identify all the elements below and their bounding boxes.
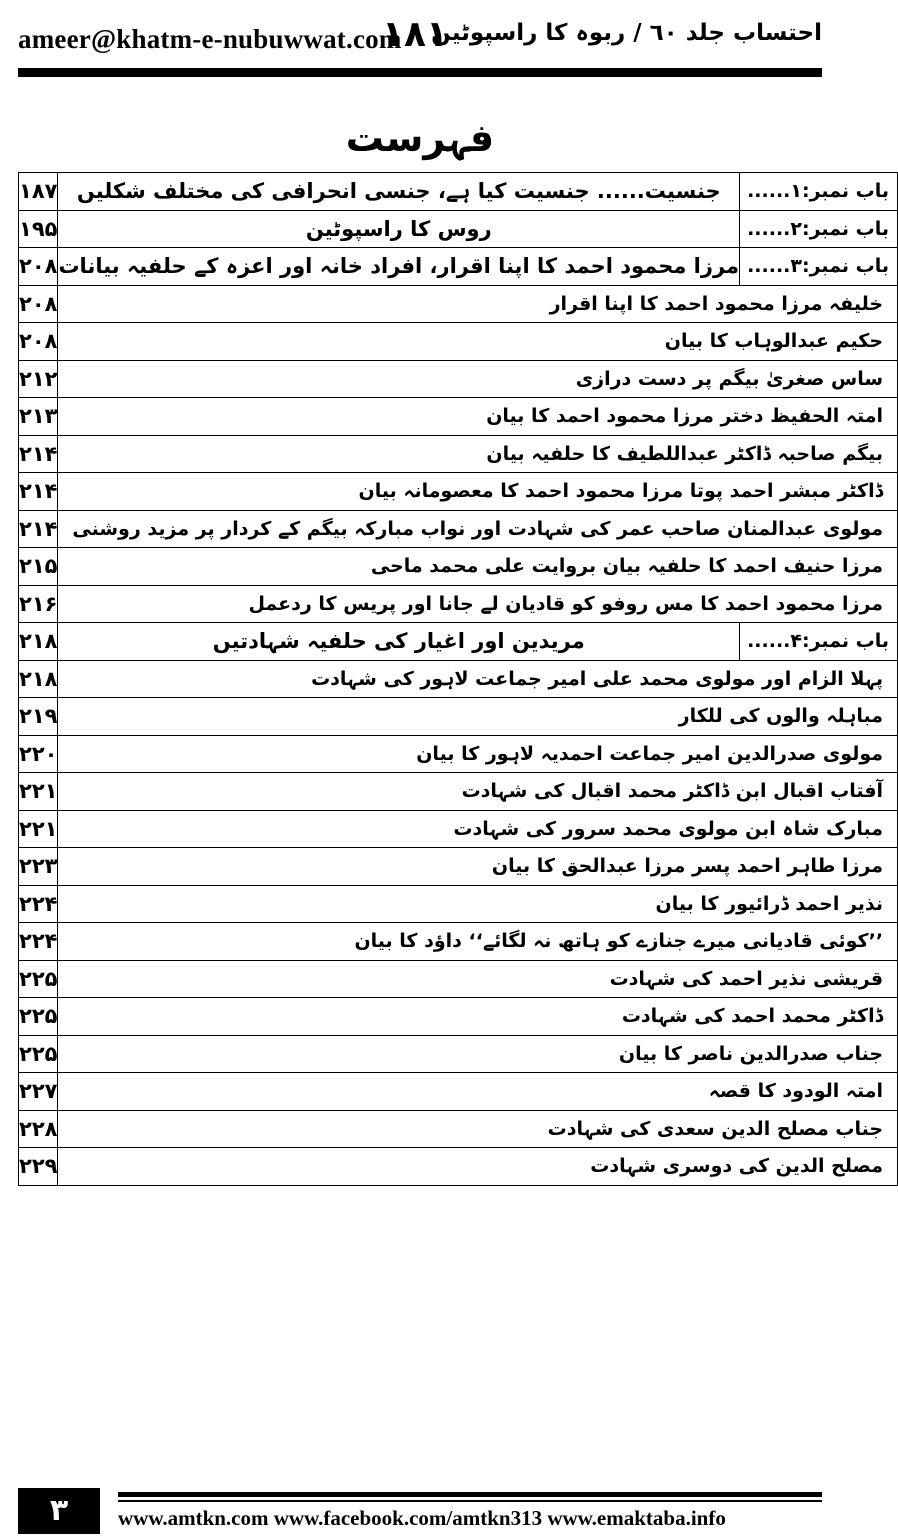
entry-title: بیگم صاحبہ ڈاکٹر عبداللطیف کا حلفیہ بیان bbox=[58, 435, 898, 473]
page-number-cell: ۲۱۹ bbox=[19, 698, 58, 736]
entry-title: جناب مصلح الدین سعدی کی شہادت bbox=[58, 1110, 898, 1148]
toc-row bbox=[19, 1148, 898, 1186]
chapter-cell bbox=[58, 248, 898, 286]
toc-row bbox=[19, 735, 898, 773]
page-number-cell: ۲۱۵ bbox=[19, 548, 58, 586]
chapter-label: باب نمبر:۱...... bbox=[739, 173, 897, 210]
entry-title: قریشی نذیر احمد کی شہادت bbox=[58, 960, 898, 998]
header-email: ameer@khatm-e-nubuwwat.com bbox=[18, 24, 402, 54]
entry-title: ڈاکٹر محمد احمد کی شہادت bbox=[58, 998, 898, 1036]
toc-row bbox=[19, 660, 898, 698]
chapter-row bbox=[19, 173, 898, 211]
entry-title: مصلح الدین کی دوسری شہادت bbox=[58, 1148, 898, 1186]
chapter-row bbox=[19, 248, 898, 286]
footer-rule-thin bbox=[118, 1500, 822, 1502]
toc-row bbox=[19, 360, 898, 398]
page-number-cell: ۱۸۷ bbox=[19, 173, 58, 211]
page-number-cell: ۲۲۵ bbox=[19, 1035, 58, 1073]
chapter-title: جنسیت...... جنسیت کیا ہے، جنسی انحرافی کی مختلف شکلیں bbox=[76, 179, 721, 204]
page-number-cell: ۲۱۸ bbox=[19, 623, 58, 661]
toc-row bbox=[19, 510, 898, 548]
toc-row bbox=[19, 398, 898, 436]
entry-title: امتہ الودود کا قصہ bbox=[58, 1073, 898, 1111]
toc-row bbox=[19, 998, 898, 1036]
page-number-cell: ۲۱۲ bbox=[19, 360, 58, 398]
entry-title: مباہلہ والوں کی للکار bbox=[58, 698, 898, 736]
entry-title: مولوی صدرالدین امیر جماعت احمدیہ لاہور کا بیان bbox=[58, 735, 898, 773]
page-number-cell: ۲۰۸ bbox=[19, 285, 58, 323]
contents-table bbox=[18, 172, 898, 1186]
header-page-number: ۱۸۱ bbox=[382, 14, 448, 55]
page-number-cell: ۲۲۱ bbox=[19, 810, 58, 848]
entry-title: ساس صغریٰ بیگم پر دست درازی bbox=[58, 360, 898, 398]
entry-title: خلیفہ مرزا محمود احمد کا اپنا اقرار bbox=[58, 285, 898, 323]
header-rule bbox=[18, 68, 822, 77]
footer-page-number: ۳ bbox=[18, 1488, 100, 1534]
footer-rule-thick bbox=[118, 1492, 822, 1497]
page-number-cell: ۲۲۴ bbox=[19, 885, 58, 923]
toc-row bbox=[19, 585, 898, 623]
toc-row bbox=[19, 1035, 898, 1073]
toc-row bbox=[19, 773, 898, 811]
chapter-row bbox=[19, 623, 898, 661]
page-number-cell: ۲۰۸ bbox=[19, 323, 58, 361]
toc-row bbox=[19, 548, 898, 586]
header-book-title: احتساب جلد ٦٠ / ربوہ کا راسپوٹین bbox=[431, 20, 822, 46]
toc-row bbox=[19, 698, 898, 736]
page-number-cell: ۲۲۴ bbox=[19, 923, 58, 961]
chapter-cell bbox=[58, 623, 898, 661]
chapter-row bbox=[19, 210, 898, 248]
entry-title: مبارک شاہ ابن مولوی محمد سرور کی شہادت bbox=[58, 810, 898, 848]
toc-row bbox=[19, 810, 898, 848]
page-number-cell: ۲۲۸ bbox=[19, 1110, 58, 1148]
toc-row bbox=[19, 1073, 898, 1111]
chapter-title: مریدین اور اغیار کی حلفیہ شہادتیں bbox=[212, 629, 585, 654]
page-number-cell: ۲۲۵ bbox=[19, 998, 58, 1036]
entry-title: مولوی عبدالمنان صاحب عمر کی شہادت اور نواب مبارکہ بیگم کے کردار پر مزید روشنی bbox=[58, 510, 898, 548]
page-number-cell: ۲۱۳ bbox=[19, 398, 58, 436]
footer-urls: www.amtkn.com www.facebook.com/amtkn313 www.emaktaba.info bbox=[118, 1506, 726, 1530]
chapter-label: باب نمبر:۲...... bbox=[739, 211, 897, 248]
entry-title: امتہ الحفیظ دختر مرزا محمود احمد کا بیان bbox=[58, 398, 898, 436]
page-title: فہرست bbox=[345, 116, 495, 160]
toc-row bbox=[19, 285, 898, 323]
page-number-cell: ۲۲۳ bbox=[19, 848, 58, 886]
chapter-cell bbox=[58, 173, 898, 211]
page-number-cell: ۲۱۶ bbox=[19, 585, 58, 623]
toc-row bbox=[19, 885, 898, 923]
toc-row bbox=[19, 960, 898, 998]
toc-row bbox=[19, 923, 898, 961]
toc-row bbox=[19, 848, 898, 886]
entry-title: مرزا حنیف احمد کا حلفیہ بیان بروایت علی محمد ماحی bbox=[58, 548, 898, 586]
page-number-cell: ۲۲۱ bbox=[19, 773, 58, 811]
chapter-title: مرزا محمود احمد کا اپنا اقرار، افراد خانہ اور اعزہ کے حلفیہ بیانات bbox=[58, 254, 740, 279]
page-number-cell: ۱۹۵ bbox=[19, 210, 58, 248]
entry-title: ڈاکٹر مبشر احمد پوتا مرزا محمود احمد کا معصومانہ بیان bbox=[58, 473, 898, 511]
entry-title: آفتاب اقبال ابن ڈاکٹر محمد اقبال کی شہادت bbox=[58, 773, 898, 811]
entry-title: مرزا محمود احمد کا مس روفو کو قادیان لے جانا اور پریس کا ردعمل bbox=[58, 585, 898, 623]
entry-title: ’’کوئی قادیانی میرے جنازے کو ہاتھ نہ لگائے‘‘ داؤد کا بیان bbox=[58, 923, 898, 961]
toc-row bbox=[19, 1110, 898, 1148]
toc-row bbox=[19, 473, 898, 511]
page-number-cell: ۲۱۴ bbox=[19, 473, 58, 511]
entry-title: مرزا طاہر احمد پسر مرزا عبدالحق کا بیان bbox=[58, 848, 898, 886]
entry-title: حکیم عبدالوہاب کا بیان bbox=[58, 323, 898, 361]
chapter-title: روس کا راسپوٹین bbox=[305, 216, 492, 241]
page-number-cell: ۲۲۷ bbox=[19, 1073, 58, 1111]
page-number-cell: ۲۱۴ bbox=[19, 510, 58, 548]
entry-title: جناب صدرالدین ناصر کا بیان bbox=[58, 1035, 898, 1073]
page-number-cell: ۲۱۸ bbox=[19, 660, 58, 698]
page-number-cell: ۲۲۰ bbox=[19, 735, 58, 773]
toc-row bbox=[19, 435, 898, 473]
chapter-label: باب نمبر:۴...... bbox=[739, 623, 897, 660]
page-number-cell: ۲۱۴ bbox=[19, 435, 58, 473]
toc-row bbox=[19, 323, 898, 361]
page-number-cell: ۲۰۸ bbox=[19, 248, 58, 286]
chapter-label: باب نمبر:۳...... bbox=[739, 248, 897, 285]
entry-title: پہلا الزام اور مولوی محمد علی امیر جماعت لاہور کی شہادت bbox=[58, 660, 898, 698]
page-number-cell: ۲۲۹ bbox=[19, 1148, 58, 1186]
entry-title: نذیر احمد ڈرائیور کا بیان bbox=[58, 885, 898, 923]
chapter-cell bbox=[58, 210, 898, 248]
page-number-cell: ۲۲۵ bbox=[19, 960, 58, 998]
